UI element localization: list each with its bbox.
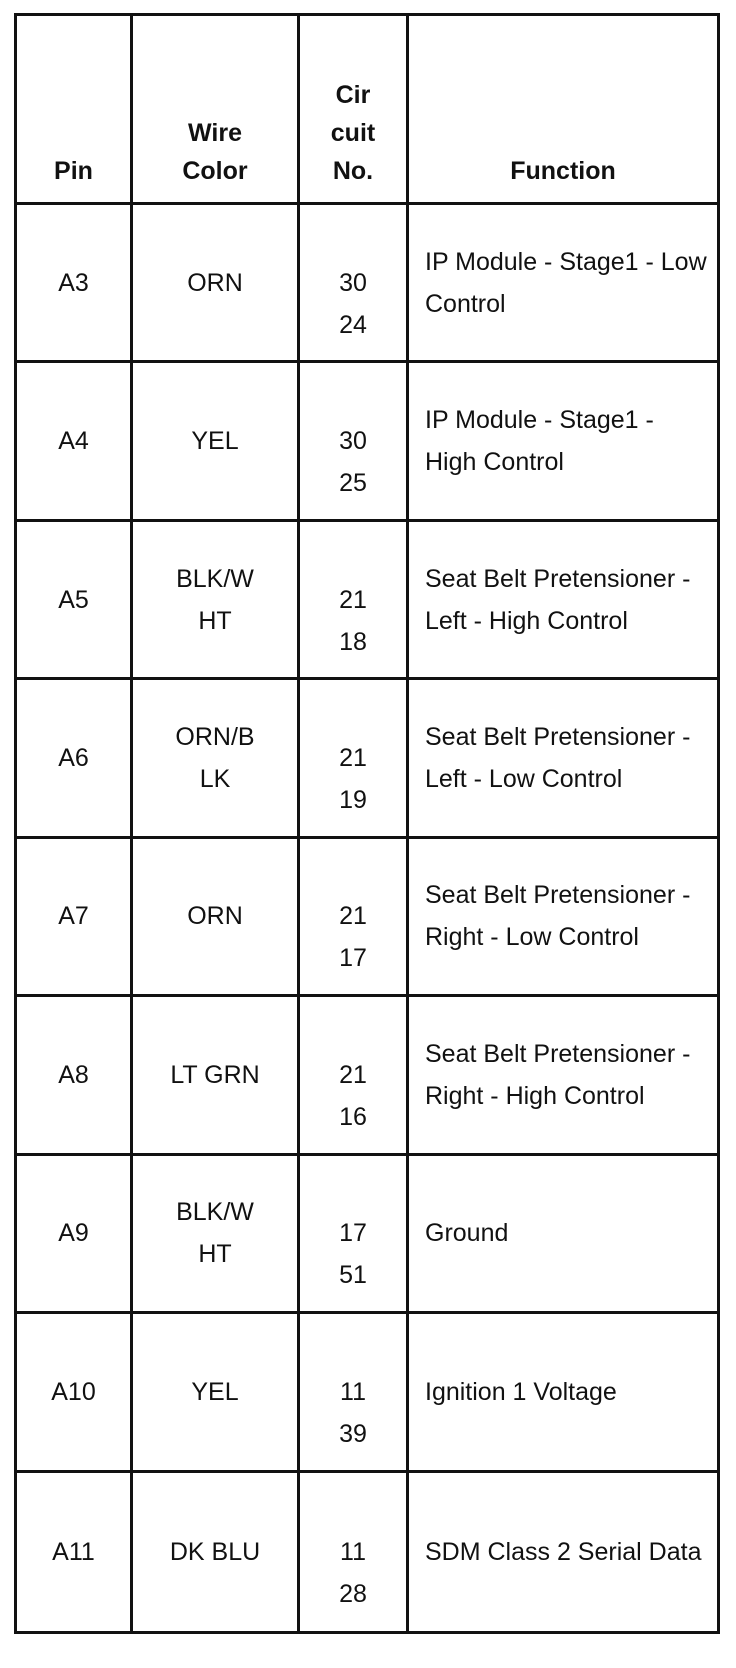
function-cell	[409, 680, 717, 838]
circuit-no-cell	[300, 997, 409, 1155]
connector-pinout-table	[14, 13, 720, 1634]
circuit-no-cell	[300, 205, 409, 363]
pin-cell-text: A4	[58, 427, 89, 456]
wire-color-cell-text: YEL	[191, 1377, 239, 1406]
wire-color-cell	[133, 1156, 300, 1314]
pin-cell	[17, 1156, 133, 1314]
wire-color-cell	[133, 1473, 300, 1631]
function-cell-text: Ignition 1 Voltage	[425, 1377, 617, 1406]
wire-color-cell	[133, 205, 300, 363]
function-cell-text: SDM Class 2 Serial Data	[425, 1537, 702, 1566]
pin-cell	[17, 839, 133, 997]
function-cell	[409, 1156, 717, 1314]
pin-cell-text: A9	[58, 1219, 89, 1248]
wire-color-cell-text: BLK/W HT	[176, 564, 254, 635]
wire-color-cell	[133, 680, 300, 838]
circuit-no-cell-text: 30 25	[339, 427, 367, 498]
circuit-no-cell-text: 21 19	[339, 744, 367, 815]
circuit-no-cell	[300, 522, 409, 680]
pin-cell	[17, 680, 133, 838]
function-cell-text: IP Module - Stage1 - High Control	[425, 406, 654, 477]
circuit-no-cell-text: 21 17	[339, 902, 367, 973]
wire-color-cell	[133, 839, 300, 997]
wire-color-cell	[133, 363, 300, 521]
pin-cell-text: A8	[58, 1060, 89, 1089]
wire-color-cell-text: DK BLU	[169, 1537, 261, 1566]
circuit-no-cell-text: 11 39	[339, 1377, 367, 1448]
circuit-no-cell	[300, 680, 409, 838]
function-cell-text: Ground	[425, 1219, 509, 1248]
header-wire-color: Wire Color	[133, 16, 300, 205]
wire-color-cell-text: ORN	[187, 902, 243, 931]
circuit-no-cell-text: 17 51	[339, 1219, 367, 1290]
function-cell	[409, 1314, 717, 1472]
function-cell	[409, 205, 717, 363]
header-circuit-no: Cir cuit No.	[300, 16, 409, 205]
pin-cell-text: A11	[52, 1537, 95, 1566]
pin-cell-text: A7	[58, 902, 89, 931]
circuit-no-cell	[300, 1473, 409, 1631]
wire-color-cell	[133, 522, 300, 680]
pin-cell	[17, 522, 133, 680]
function-cell-text: Seat Belt Pretensioner - Right - Low Control	[425, 881, 691, 952]
header-function: Function	[409, 16, 717, 205]
pin-cell	[17, 1473, 133, 1631]
circuit-no-cell	[300, 839, 409, 997]
circuit-no-cell	[300, 1314, 409, 1472]
circuit-no-cell	[300, 363, 409, 521]
circuit-no-cell-text: 30 24	[339, 268, 367, 339]
pin-cell	[17, 363, 133, 521]
pin-cell	[17, 205, 133, 363]
pin-cell-text: A5	[58, 585, 89, 614]
circuit-no-cell-text: 21 18	[339, 585, 367, 656]
function-cell-text: Seat Belt Pretensioner - Right - High Control	[425, 1039, 691, 1110]
function-cell	[409, 1473, 717, 1631]
pin-cell-text: A3	[58, 268, 89, 297]
circuit-no-cell	[300, 1156, 409, 1314]
wire-color-cell-text: BLK/W HT	[176, 1198, 254, 1269]
pin-cell	[17, 997, 133, 1155]
function-cell	[409, 522, 717, 680]
wire-color-cell	[133, 1314, 300, 1472]
wire-color-cell	[133, 997, 300, 1155]
function-cell	[409, 363, 717, 521]
pin-cell-text: A10	[51, 1377, 96, 1406]
function-cell	[409, 839, 717, 997]
pin-cell-text: A6	[58, 744, 89, 773]
function-cell	[409, 997, 717, 1155]
wire-color-cell-text: LT GRN	[170, 1060, 260, 1089]
function-cell-text: Seat Belt Pretensioner - Left - Low Control	[425, 723, 691, 794]
wire-color-cell-text: YEL	[191, 427, 239, 456]
function-cell-text: IP Module - Stage1 - Low Control	[425, 247, 707, 318]
function-cell-text: Seat Belt Pretensioner - Left - High Control	[425, 564, 691, 635]
circuit-no-cell-text: 11 28	[339, 1537, 367, 1608]
header-pin: Pin	[17, 16, 133, 205]
pin-cell	[17, 1314, 133, 1472]
circuit-no-cell-text: 21 16	[339, 1060, 367, 1131]
wire-color-cell-text: ORN/B LK	[175, 723, 255, 794]
wire-color-cell-text: ORN	[187, 268, 243, 297]
